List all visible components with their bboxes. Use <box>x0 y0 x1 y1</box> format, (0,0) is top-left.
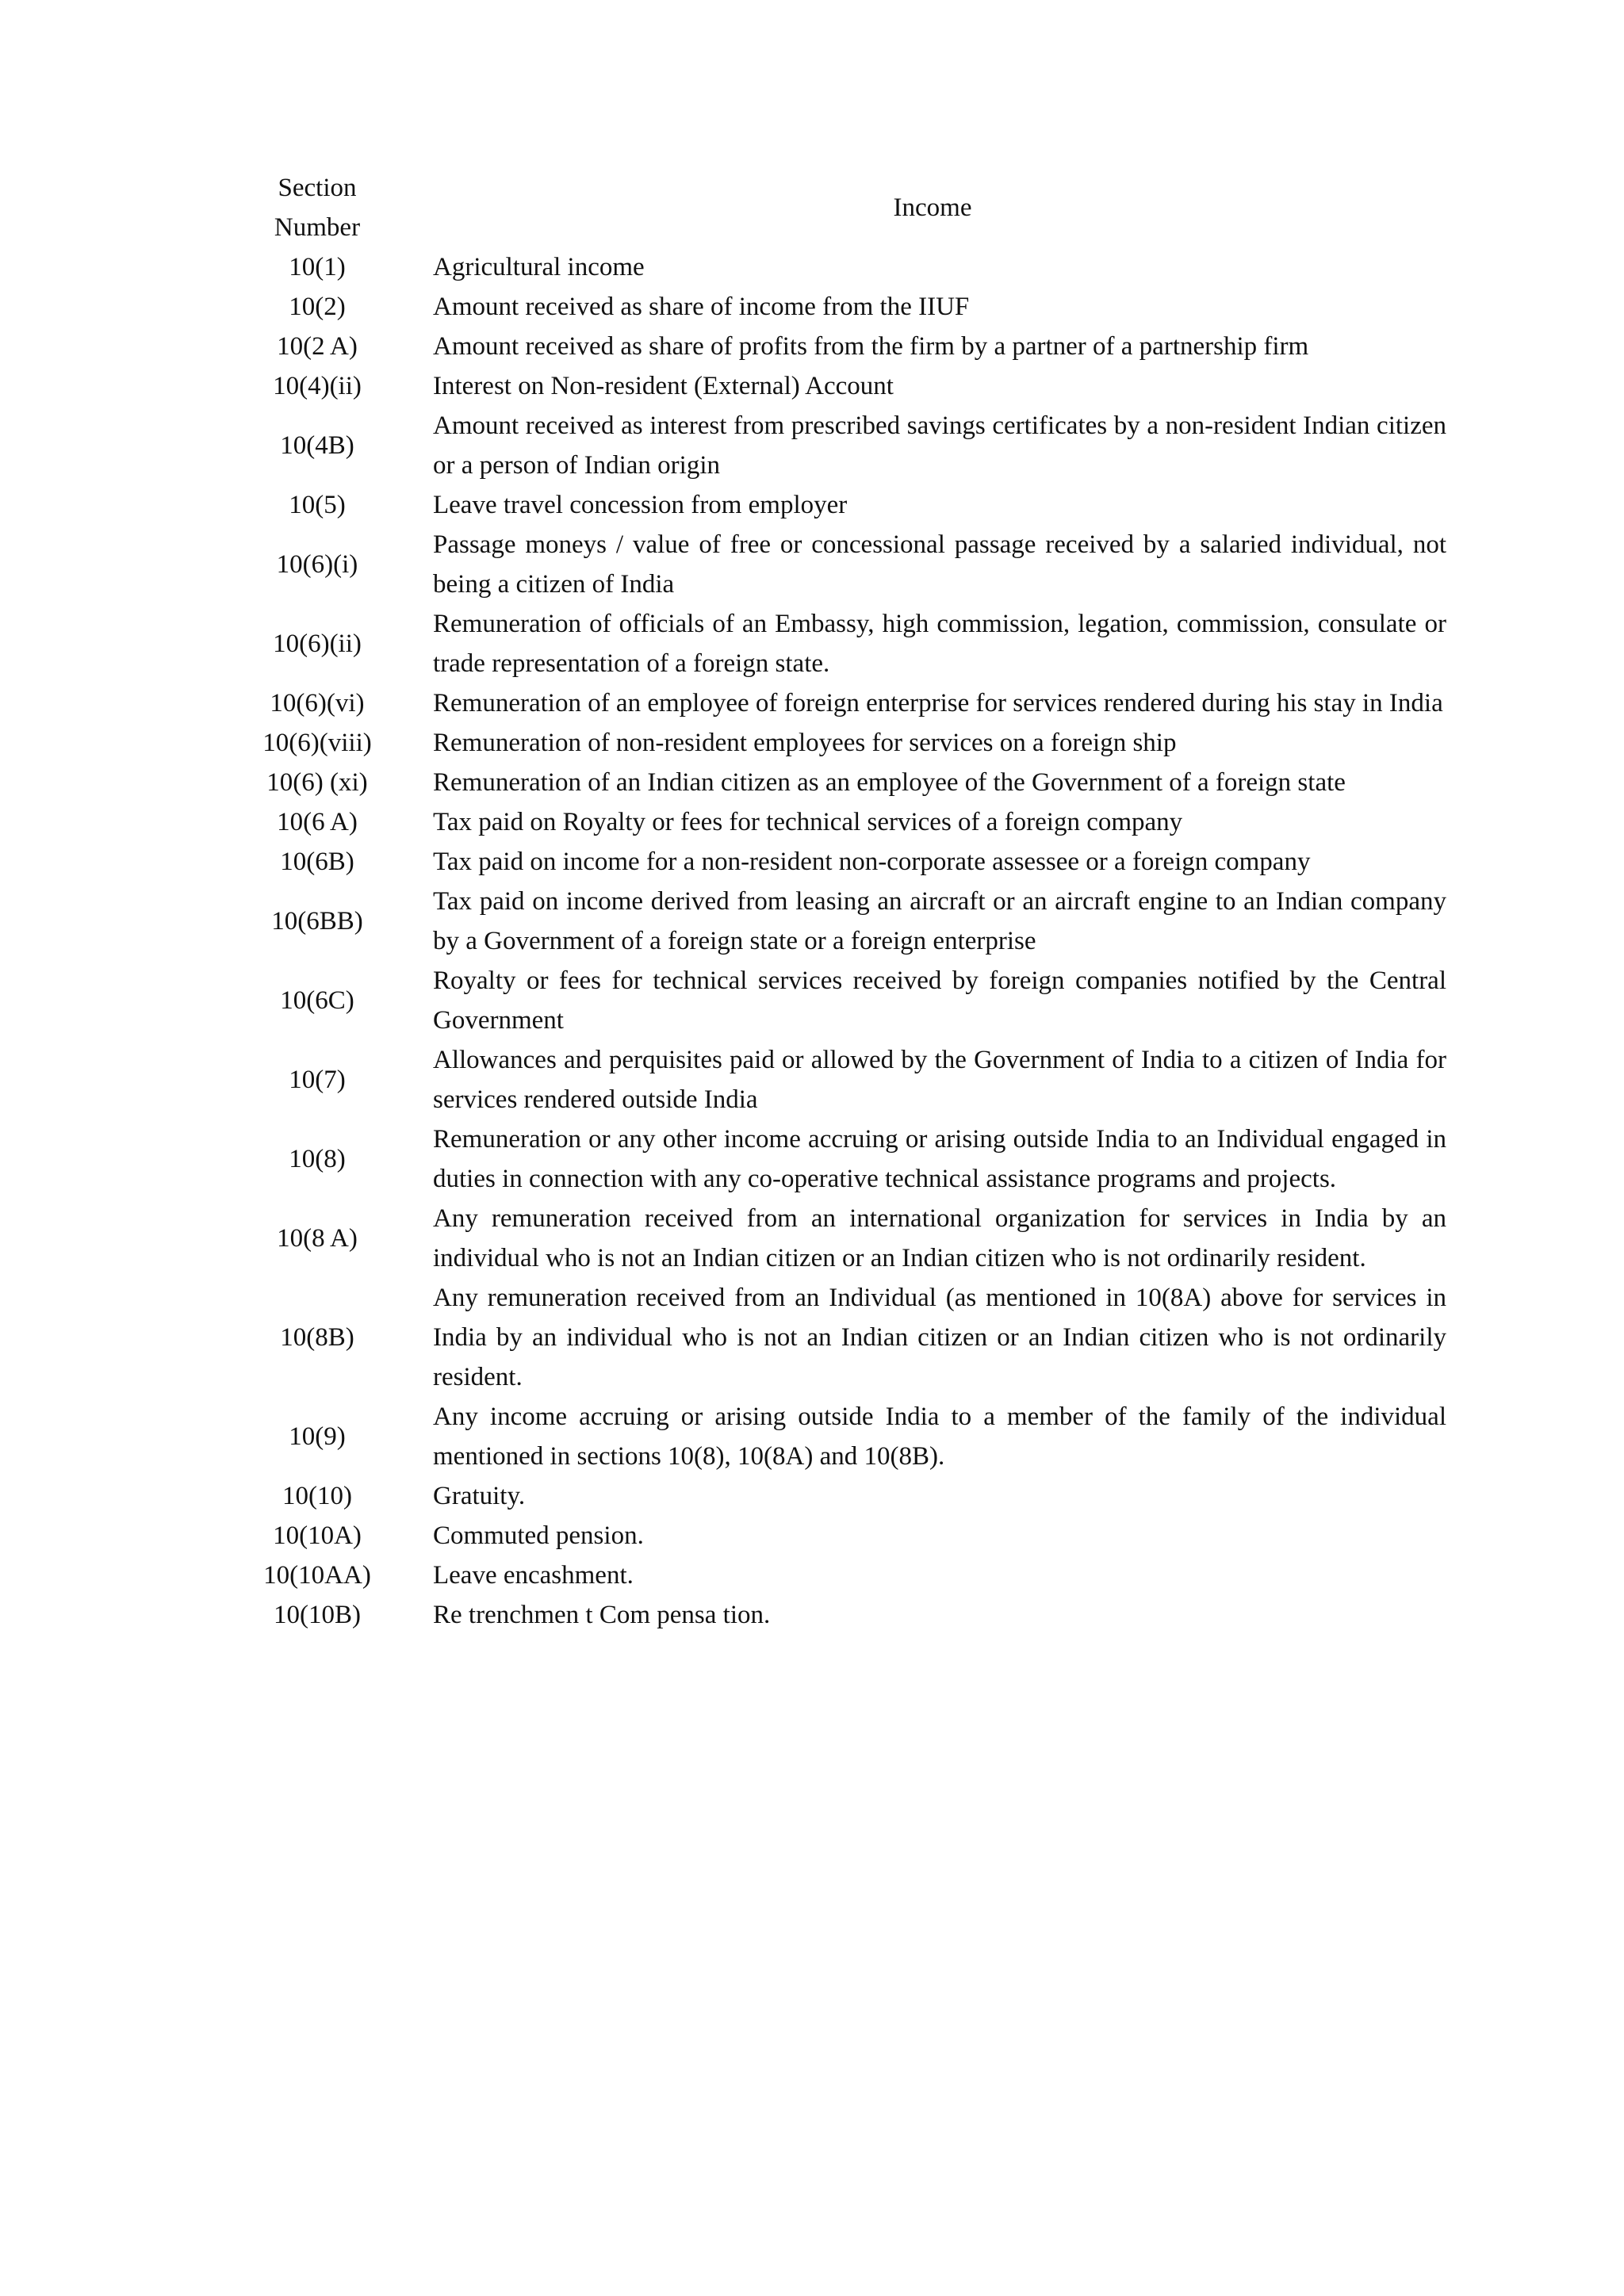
table-row <box>216 802 1446 842</box>
table-row <box>216 683 1446 723</box>
income-description-cell: Re trenchmen t Com pensa tion. <box>433 1601 771 1629</box>
income-description-cell: Interest on Non-resident (External) Account <box>433 372 894 400</box>
header-income: Income <box>893 193 972 222</box>
section-number-cell: 10(10) <box>282 1482 352 1510</box>
section-number-cell: 10(4B) <box>280 431 354 460</box>
income-description-cell: Amount received as interest from prescribed savings certificates by a non-resident Indian citizen or a person of Indian origin <box>433 411 1446 480</box>
table-row <box>216 842 1446 882</box>
income-description-cell: Remuneration or any other income accruing or arising outside India to an Individual engaged in duties in connection with any co-operative technical assistance programs and projects. <box>433 1125 1446 1193</box>
table-row <box>216 604 1446 683</box>
income-description-cell: Agricultural income <box>433 253 645 281</box>
section-number-cell: 10(6)(vi) <box>270 689 365 718</box>
income-description-cell: Remuneration of an Indian citizen as an employee of the Government of a foreign state <box>433 768 1346 797</box>
income-description-cell: Any remuneration received from an international organization for services in India by an individual who is not an Indian citizen or an Indian citizen who is not ordinarily resident. <box>433 1204 1446 1272</box>
table-row <box>216 1516 1446 1556</box>
table-row <box>216 1040 1446 1119</box>
section-number-cell: 10(8B) <box>280 1323 354 1352</box>
table-row <box>216 1278 1446 1397</box>
section-number-cell: 10(6C) <box>280 986 354 1015</box>
section-number-cell: 10(4)(ii) <box>273 372 362 400</box>
header-section-number: Section Number <box>274 174 361 242</box>
table-row <box>216 1397 1446 1476</box>
section-number-cell: 10(10AA) <box>263 1561 371 1590</box>
table-row <box>216 1476 1446 1516</box>
section-number-cell: 10(6)(viii) <box>262 729 372 757</box>
table-row <box>216 525 1446 604</box>
income-description-cell: Passage moneys / value of free or concessional passage received by a salaried individual, not being a citizen of India <box>433 530 1446 599</box>
table-body <box>216 247 1446 1635</box>
table-row <box>216 327 1446 366</box>
income-description-cell: Tax paid on Royalty or fees for technical services of a foreign company <box>433 808 1183 836</box>
section-number-cell: 10(2 A) <box>277 332 358 361</box>
income-description-cell: Any remuneration received from an Individual (as mentioned in 10(8A) above for services in India by an individual who is not an Indian citizen or an Indian citizen who is not ordinarily resident. <box>433 1284 1446 1391</box>
table-row <box>216 366 1446 406</box>
section-number-cell: 10(6) (xi) <box>266 768 368 797</box>
income-description-cell: Royalty or fees for technical services received by foreign companies notified by the Central Government <box>433 966 1446 1035</box>
section-number-cell: 10(1) <box>289 253 346 281</box>
income-description-cell: Any income accruing or arising outside India to a member of the family of the individual mentioned in sections 10(8), 10(8A) and 10(8B). <box>433 1402 1446 1471</box>
section-number-cell: 10(10A) <box>273 1521 362 1550</box>
table-row <box>216 961 1446 1040</box>
section-number-cell: 10(7) <box>289 1066 346 1094</box>
section-number-cell: 10(8) <box>289 1145 346 1173</box>
income-description-cell: Leave travel concession from employer <box>433 491 848 519</box>
section-number-cell: 10(8 A) <box>277 1224 358 1253</box>
section-number-cell: 10(6BB) <box>271 907 363 936</box>
income-section-table <box>216 168 1446 1635</box>
section-number-cell: 10(5) <box>289 491 346 519</box>
table-header <box>216 168 1446 247</box>
table-row <box>216 763 1446 802</box>
table-row <box>216 723 1446 763</box>
section-number-cell: 10(6)(ii) <box>273 629 362 658</box>
income-description-cell: Amount received as share of profits from the firm by a partner of a partnership firm <box>433 332 1309 361</box>
income-description-cell: Leave encashment. <box>433 1561 634 1590</box>
table-row <box>216 406 1446 485</box>
header-row <box>216 168 1446 247</box>
section-number-cell: 10(6)(i) <box>276 550 358 579</box>
table-row <box>216 485 1446 525</box>
section-number-cell: 10(10B) <box>274 1601 361 1629</box>
table-row <box>216 1556 1446 1595</box>
income-description-cell: Remuneration of officials of an Embassy, high commission, legation, commission, consulate or trade representation of a foreign state. <box>433 610 1446 678</box>
table-row <box>216 1595 1446 1635</box>
section-number-cell: 10(2) <box>289 293 346 321</box>
income-description-cell: Gratuity. <box>433 1482 526 1510</box>
table-row <box>216 1199 1446 1278</box>
table-row <box>216 882 1446 961</box>
table-row <box>216 1119 1446 1199</box>
income-description-cell: Amount received as share of income from the IIUF <box>433 293 970 321</box>
income-description-cell: Tax paid on income derived from leasing an aircraft or an aircraft engine to an Indian company by a Government of a foreign state or a foreign enterprise <box>433 887 1446 955</box>
income-description-cell: Allowances and perquisites paid or allowed by the Government of India to a citizen of India for services rendered outside India <box>433 1046 1446 1114</box>
income-description-cell: Remuneration of an employee of foreign enterprise for services rendered during his stay in India <box>433 689 1443 718</box>
income-description-cell: Commuted pension. <box>433 1521 644 1550</box>
section-number-cell: 10(9) <box>289 1422 346 1451</box>
section-number-cell: 10(6 A) <box>277 808 358 836</box>
table-row <box>216 247 1446 287</box>
section-number-cell: 10(6B) <box>280 848 354 876</box>
income-description-cell: Tax paid on income for a non-resident non-corporate assessee or a foreign company <box>433 848 1311 876</box>
income-description-cell: Remuneration of non-resident employees for services on a foreign ship <box>433 729 1177 757</box>
table-row <box>216 287 1446 327</box>
